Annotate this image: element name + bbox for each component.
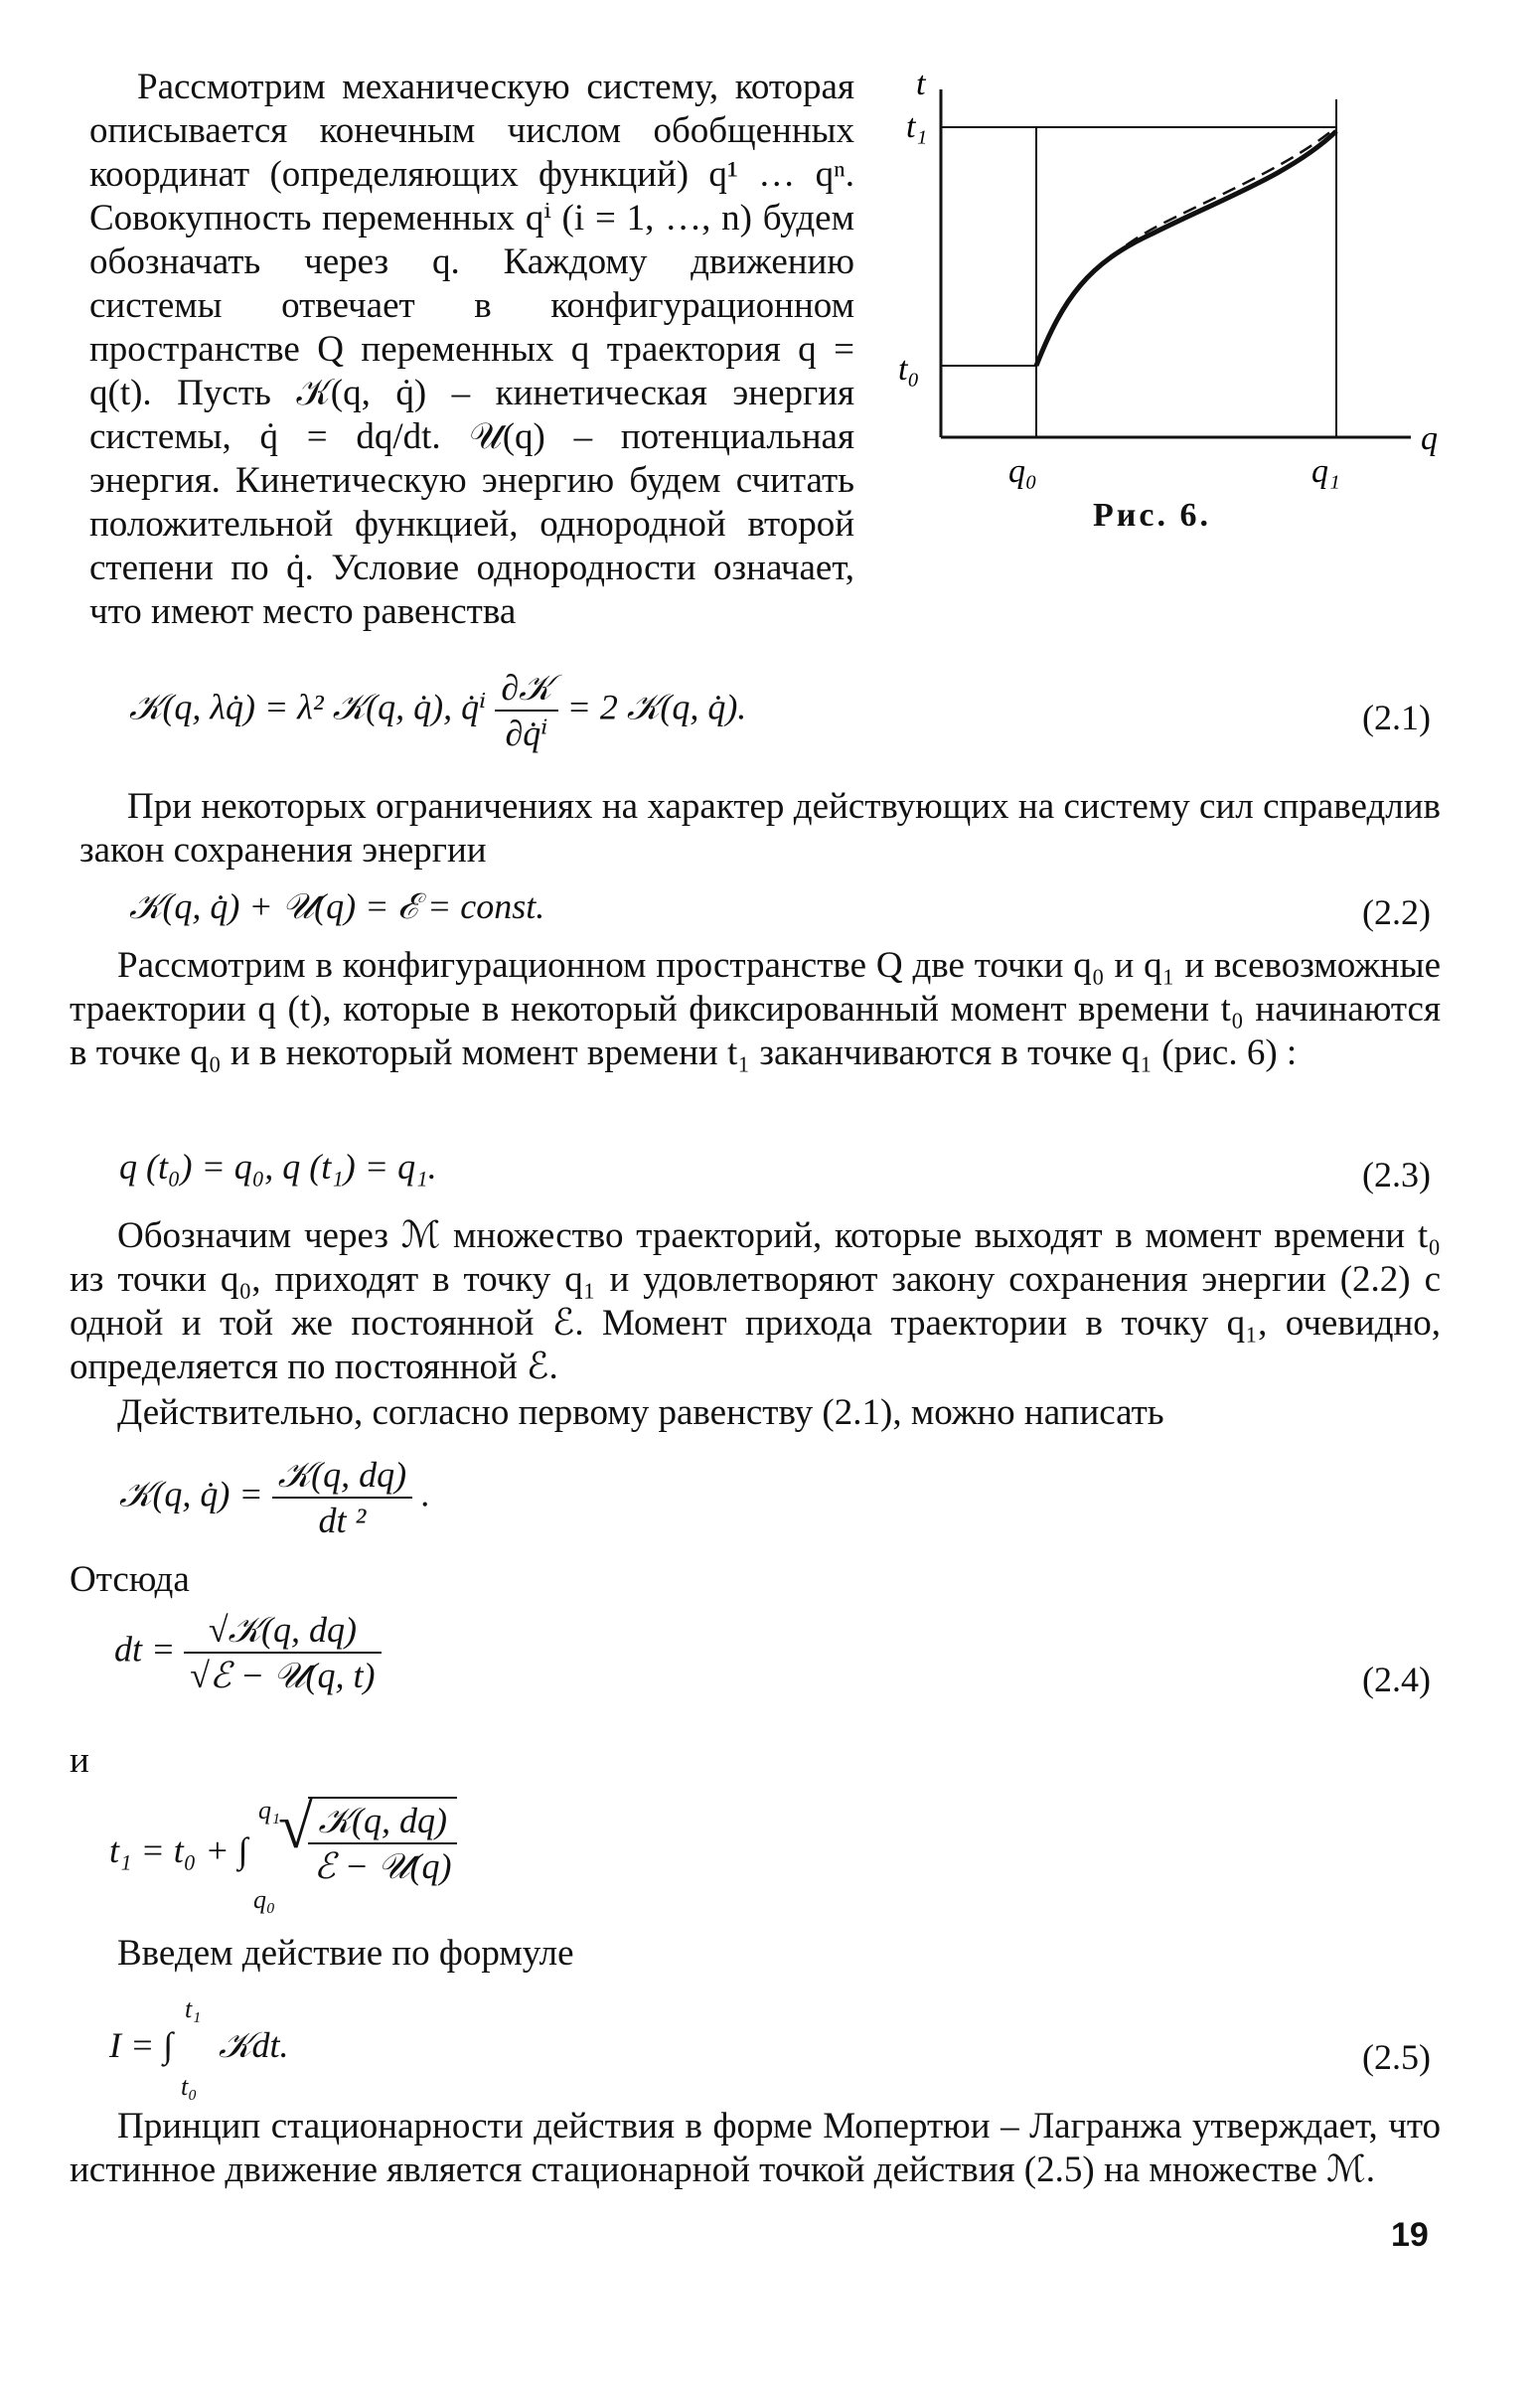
equation-2-1 [129, 666, 746, 755]
eq21-right: = 2 𝒦(q, q̇). [566, 687, 747, 727]
eq21-left: 𝒦(q, λq̇) = λ² 𝒦(q, q̇), q̇ⁱ [129, 687, 487, 727]
equation-2-3: q (t₀) = q₀, q (t₁) = q₁. [119, 1147, 437, 1187]
eq21-label: (2.1) [1362, 698, 1431, 737]
eq23-label: (2.3) [1362, 1155, 1431, 1194]
word-and: и [70, 1740, 89, 1781]
eq22-label: (2.2) [1362, 892, 1431, 932]
page-number: 19 [1391, 2216, 1429, 2254]
eqt1-lhs: t₁ = t₀ + ∫ [109, 1830, 248, 1870]
t1-label: t₁ [906, 108, 928, 145]
eq24-label: (2.4) [1362, 1660, 1431, 1699]
q-axis-label: q [1421, 420, 1438, 457]
paragraph-trajectories: Рассмотрим в конфигурационном пространстве Q две точки q₀ и q₁ и всевозможные траектории q (t), которые в некоторый фиксированный момент времени t₀ начинаются в точке q₀ и в некоторый момент времени t₁ заканчиваются в точке q₁ (рис. 6) : [70, 945, 1441, 1073]
eqk-fraction [272, 1453, 412, 1542]
t-axis-label: t [916, 66, 926, 102]
figure-6 [894, 60, 1451, 556]
eq21-denominator: ∂q̇ⁱ [505, 714, 548, 753]
eq25-upper-limit: t₁ [185, 1994, 202, 2023]
equation-2-2: 𝒦(q, q̇) + 𝒰(q) = ℰ = const. [129, 886, 545, 926]
eqt1-denominator: ℰ − 𝒰(q) [314, 1846, 452, 1886]
paragraph-principle: Принцип стационарности действия в форме Мопертюи – Лагранжа утверждает, что истинное движение является стационарной точкой действия (2.5) на множестве ℳ. [70, 2106, 1441, 2190]
eqk-dot: . [421, 1474, 431, 1514]
t0-label: t₀ [898, 351, 920, 388]
figure-caption: Рис. 6. [1093, 497, 1211, 534]
word-otsyuda: Отсюда [70, 1559, 190, 1600]
paragraph-action: Введем действие по формуле [117, 1933, 574, 1974]
paragraph-indeed: Действительно, согласно первому равенству (2.1), можно написать [117, 1392, 1164, 1433]
eq25-lhs: I = ∫ [109, 2025, 174, 2065]
paragraph-intro: Рассмотрим механическую систему, которая описывается конечным числом обобщенных координат (определяющих функций) q¹ … qⁿ. Совокупность переменных qⁱ (i = 1, …, n) будем обозначать через q. Каждому движению системы отвечает в конфигурационном пространстве Q переменных q траектория q = q(t). Пусть 𝒦(q, q̇) – кинетическая энергия системы, q̇ = dq/dt. 𝒰(q) – потенциальная энергия. Кинетическую энергию будем считать положительной функцией, однородной второй степени по q̇. Условие однородности означает, что имеют место равенства [89, 67, 854, 632]
eq24-fraction [184, 1608, 381, 1697]
eqk-lhs: 𝒦(q, q̇) = [119, 1474, 263, 1514]
eq24-lhs: dt = [114, 1629, 176, 1670]
paragraph-energy-law: При некоторых ограничениях на характер действующих на систему сил справедлив закон сохранения энергии [79, 786, 1441, 871]
eq25-body: 𝒦dt. [219, 2025, 289, 2065]
eqt1-numerator: 𝒦(q, dq) [308, 1797, 457, 1844]
q0-label: q₀ [1008, 453, 1037, 490]
q1-label: q₁ [1311, 453, 1340, 490]
eqt1-sqrt-sign: √ [278, 1791, 314, 1861]
eqt1-fraction [278, 1791, 457, 1888]
eq24-denominator: √ℰ − 𝒰(q, t) [190, 1656, 376, 1695]
eqk-numerator: 𝒦(q, dq) [272, 1453, 412, 1499]
eq21-numerator: ∂𝒦 [495, 666, 557, 712]
eq25-lower-limit: t₀ [181, 2072, 198, 2101]
equation-kinetic [119, 1453, 430, 1542]
eqt1-lower-limit: q₀ [253, 1885, 276, 1914]
eq25-label: (2.5) [1362, 2037, 1431, 2077]
equation-2-4 [114, 1608, 382, 1697]
eq21-fraction [495, 666, 557, 755]
trajectory-true [1036, 131, 1336, 366]
eqk-denominator: dt ² [318, 1501, 367, 1540]
eqt1-upper-limit: q₁ [258, 1796, 281, 1825]
eq24-numerator: √𝒦(q, dq) [184, 1608, 381, 1654]
paragraph-set-M: Обозначим через ℳ множество траекторий, которые выходят в момент времени t₀ из точки q₀, приходят в точку q₁ и удовлетворяют закону сохранения энергии (2.2) с одной и той же постоянной ℰ. Момент прихода траектории в точку q₁, очевидно, определяется по постоянной ℰ. [70, 1215, 1441, 1387]
